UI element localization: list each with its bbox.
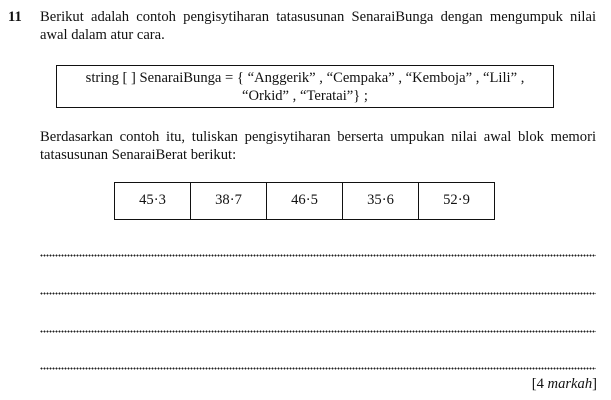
marks-label bbox=[532, 376, 597, 394]
code-line-1: string [ ] SenaraiBunga = { “Anggerik” , “Cempaka” , “Kemboja” , “Lili” , bbox=[85, 70, 525, 86]
memory-block-cell: 45·3 bbox=[115, 183, 191, 220]
memory-block-cell: 46·5 bbox=[267, 183, 343, 220]
code-example-box bbox=[56, 65, 554, 108]
answer-line[interactable] bbox=[40, 330, 596, 333]
memory-block-cell: 35·6 bbox=[343, 183, 419, 220]
marks-word: markah bbox=[547, 376, 593, 392]
answer-line[interactable] bbox=[40, 254, 596, 257]
answer-line[interactable] bbox=[40, 367, 596, 370]
memory-block-cell: 38·7 bbox=[191, 183, 267, 220]
answer-line[interactable] bbox=[40, 292, 596, 295]
question-number: 11 bbox=[8, 9, 22, 25]
question-intro: Berikut adalah contoh pengisytiharan tatasusunan SenaraiBunga dengan mengumpuk nilai awal dalam atur cara. bbox=[40, 9, 596, 43]
question-instruction: Berdasarkan contoh itu, tuliskan pengisytiharan berserta umpukan nilai awal blok memori tatasusunan SenaraiBerat berikut: bbox=[40, 129, 596, 163]
marks-close: ] bbox=[592, 376, 597, 392]
code-line-2: “Orkid” , “Teratai”} ; bbox=[242, 88, 368, 105]
memory-block-cell: 52·9 bbox=[419, 183, 495, 220]
memory-block-table bbox=[114, 182, 495, 220]
marks-open: [4 bbox=[531, 376, 548, 392]
